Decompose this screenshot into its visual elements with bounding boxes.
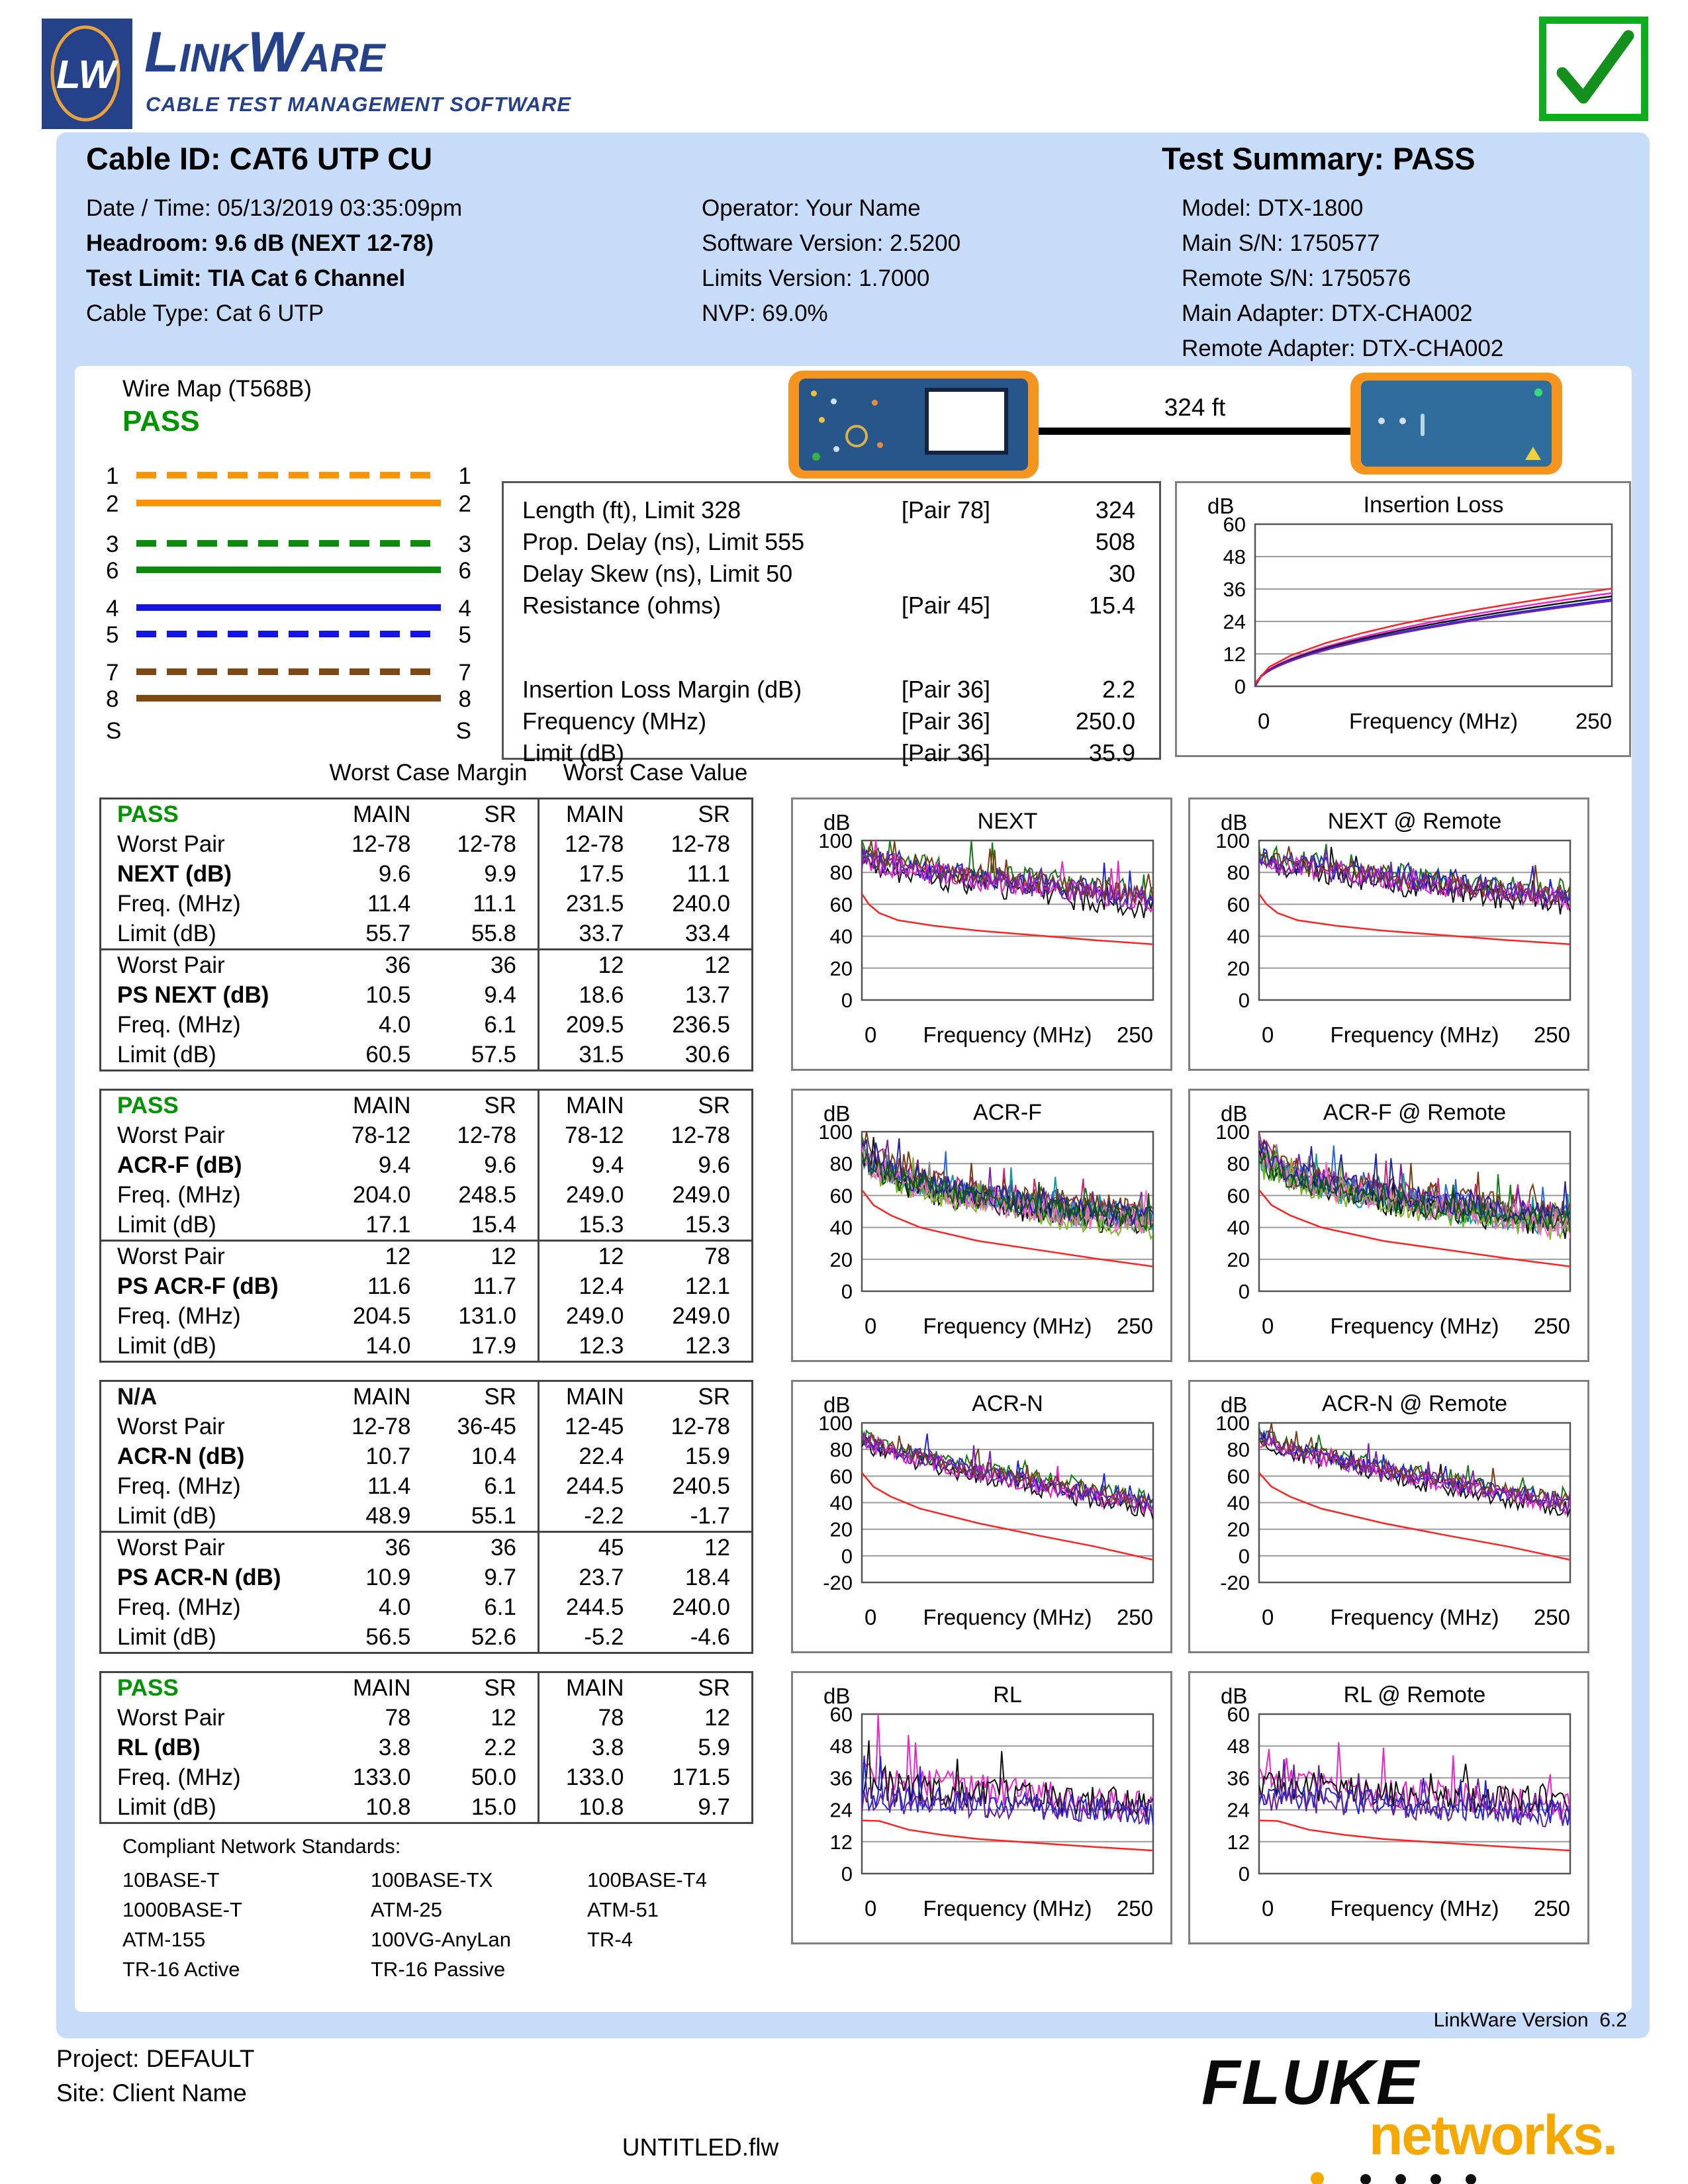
svg-text:0: 0	[1234, 675, 1246, 698]
svg-text:0: 0	[1238, 1544, 1250, 1568]
wire-pair-row	[106, 463, 471, 490]
rl-chart	[791, 1671, 1172, 1944]
svg-text:Frequency (MHz): Frequency (MHz)	[923, 1896, 1092, 1921]
svg-text:0: 0	[841, 989, 853, 1012]
svg-text:20: 20	[1227, 1248, 1250, 1271]
linkware-wordmark: LINKWARE	[144, 21, 385, 84]
info-line: Software Version: 2.5200	[702, 230, 961, 256]
info-line: Test Limit: TIA Cat 6 Channel	[86, 265, 406, 291]
acrf-chart	[791, 1089, 1172, 1362]
info-line: Cable Type: Cat 6 UTP	[86, 300, 324, 326]
pin-label: 1	[458, 463, 471, 489]
wire-line	[136, 500, 441, 506]
acrn-results-table: N/A MAIN SR MAIN SR Worst Pair 12-78 36-45 12-45 12-78 ACR-N (dB) 10.7 10.4 22.4 15.9 Freq. (MHz) 11.4 6.1 244.5 240.5 Limit (dB) 48.9 55.1 -2.2 -1.7 Worst Pair 36 36 45 12 PS ACR-N (dB) 10.9 9.7 23.7 18.4 Freq. (MHz) 4.0 6.1 244.5 240.0 Limit (dB) 56.5 52.6 -5.2 -4.6	[99, 1380, 753, 1654]
svg-text:60: 60	[829, 1703, 853, 1726]
info-line: Main S/N: 1750577	[1182, 230, 1380, 256]
pin-label: 4	[458, 596, 471, 621]
info-line: Limits Version: 1.7000	[702, 265, 930, 291]
svg-text:ACR-F: ACR-F	[973, 1100, 1042, 1125]
svg-text:0: 0	[865, 1605, 877, 1629]
svg-text:20: 20	[1227, 1518, 1250, 1541]
svg-text:250: 250	[1116, 1023, 1153, 1047]
svg-text:60: 60	[1223, 513, 1246, 536]
svg-text:40: 40	[829, 925, 853, 948]
svg-text:40: 40	[1227, 925, 1250, 948]
pin-label: 1	[106, 463, 119, 489]
wire-pair-row	[106, 686, 471, 713]
standard-item: 1000BASE-T	[122, 1898, 242, 1921]
acrn-chart	[791, 1380, 1172, 1653]
svg-text:NEXT: NEXT	[977, 809, 1038, 834]
svg-text:0: 0	[1262, 1314, 1274, 1338]
svg-text:ACR-F @ Remote: ACR-F @ Remote	[1323, 1100, 1507, 1125]
header-middle-info	[702, 191, 961, 331]
next-chart	[791, 797, 1172, 1071]
svg-text:80: 80	[1227, 1152, 1250, 1176]
svg-text:36: 36	[829, 1766, 853, 1790]
svg-text:Frequency (MHz): Frequency (MHz)	[1330, 1023, 1499, 1047]
standard-item: ATM-155	[122, 1928, 206, 1951]
svg-text:dB: dB	[1221, 810, 1248, 835]
project-label: Project: DEFAULT	[56, 2045, 255, 2072]
svg-text:60: 60	[829, 1465, 853, 1488]
pin-label: 6	[458, 558, 471, 584]
standards-column	[122, 1865, 242, 1984]
wire-line	[136, 472, 441, 478]
svg-text:20: 20	[829, 1518, 853, 1541]
standard-item: ATM-25	[371, 1898, 442, 1921]
svg-text:dB: dB	[1221, 1392, 1248, 1417]
svg-text:0: 0	[1262, 1605, 1274, 1629]
insertion-loss-chart	[1175, 481, 1631, 757]
svg-text:0: 0	[841, 1280, 853, 1303]
info-line: NVP: 69.0%	[702, 300, 828, 326]
pin-label: 8	[106, 686, 119, 712]
svg-text:60: 60	[829, 893, 853, 917]
wire-pair-row	[106, 531, 471, 558]
pin-label: 2	[458, 491, 471, 517]
worst-case-margin-header: Worst Case Margin	[329, 760, 528, 786]
standard-item: 100BASE-T4	[587, 1868, 707, 1891]
standards-column	[371, 1865, 511, 1984]
site-label: Site: Client Name	[56, 2079, 247, 2107]
svg-text:Frequency (MHz): Frequency (MHz)	[1330, 1896, 1499, 1921]
chart-svg	[1190, 1382, 1587, 1651]
remote-tester-image	[1350, 373, 1562, 475]
wire-line	[136, 668, 441, 675]
pin-label: 6	[106, 558, 119, 584]
svg-text:Frequency (MHz): Frequency (MHz)	[1330, 1605, 1499, 1629]
wire-pair-row	[106, 596, 471, 622]
wire-pair-row	[106, 622, 471, 649]
main-tester-image	[788, 371, 1039, 478]
svg-text:Frequency (MHz): Frequency (MHz)	[923, 1314, 1092, 1338]
wire-line	[136, 540, 441, 547]
standard-item: 10BASE-T	[122, 1868, 220, 1891]
svg-text:0: 0	[1262, 1896, 1274, 1921]
svg-text:80: 80	[829, 1152, 853, 1176]
standards-column	[587, 1865, 707, 1954]
svg-text:20: 20	[829, 956, 853, 980]
svg-text:0: 0	[1238, 989, 1250, 1012]
chart-svg	[793, 1673, 1170, 1942]
pin-label: 7	[458, 660, 471, 686]
fluke-logo: FLUKE	[1201, 2047, 1420, 2118]
next-remote-chart	[1188, 797, 1589, 1071]
cable-length-label: 324 ft	[1164, 394, 1226, 421]
svg-text:60: 60	[1227, 893, 1250, 917]
svg-text:80: 80	[829, 1438, 853, 1462]
pin-label: 4	[106, 596, 119, 621]
pin-label: 3	[458, 531, 471, 557]
svg-text:40: 40	[1227, 1216, 1250, 1240]
svg-text:-20: -20	[823, 1571, 853, 1594]
acrn-remote-chart	[1188, 1380, 1589, 1653]
header-left-info	[86, 191, 462, 331]
pin-label: 7	[106, 660, 119, 686]
svg-text:ACR-N: ACR-N	[972, 1391, 1043, 1416]
svg-text:0: 0	[865, 1896, 877, 1921]
svg-text:Frequency (MHz): Frequency (MHz)	[1330, 1314, 1499, 1338]
svg-text:60: 60	[1227, 1703, 1250, 1726]
svg-text:80: 80	[1227, 861, 1250, 885]
info-line: Headroom: 9.6 dB (NEXT 12-78)	[86, 230, 434, 256]
chart-svg	[1190, 1673, 1587, 1942]
filename-label: UNTITLED.flw	[622, 2134, 779, 2161]
wire-pair-row	[106, 558, 471, 584]
svg-text:dB: dB	[823, 1684, 851, 1708]
cable-line	[1039, 428, 1350, 435]
svg-text:100: 100	[818, 1120, 853, 1144]
svg-text:36: 36	[1227, 1766, 1250, 1790]
standard-item: 100VG-AnyLan	[371, 1928, 511, 1951]
svg-text:Frequency (MHz): Frequency (MHz)	[923, 1605, 1092, 1629]
standard-item: 100BASE-TX	[371, 1868, 493, 1891]
length-results-table: Length (ft), Limit 328 [Pair 78] 324 Prop. Delay (ns), Limit 555 508 Delay Skew (ns), Limit 50 30 Resistance (ohms) [Pair 45] 15.4 Insertion Loss Margin (dB) [Pair 36] 2.2 Frequency (MHz) [Pair 36] 250.0 Limit (dB) [Pair 36] 35.9	[502, 481, 1161, 760]
wire-pair-row	[106, 660, 471, 686]
svg-text:80: 80	[829, 861, 853, 885]
svg-text:0: 0	[841, 1544, 853, 1568]
svg-text:RL: RL	[993, 1682, 1022, 1707]
wire-line	[136, 631, 441, 637]
svg-text:0: 0	[1258, 709, 1270, 733]
svg-text:LW: LW	[56, 52, 116, 97]
svg-text:48: 48	[1227, 1735, 1250, 1758]
svg-text:100: 100	[818, 829, 853, 852]
svg-text:100: 100	[818, 1412, 853, 1435]
svg-text:250: 250	[1116, 1896, 1153, 1921]
svg-text:RL @ Remote: RL @ Remote	[1343, 1682, 1486, 1707]
svg-text:12: 12	[1223, 643, 1246, 666]
header-right-info	[1182, 191, 1503, 366]
svg-text:dB: dB	[823, 1392, 851, 1417]
chart-svg	[1190, 799, 1587, 1069]
wire-line	[136, 695, 441, 702]
svg-text:Frequency (MHz): Frequency (MHz)	[923, 1023, 1092, 1047]
svg-text:40: 40	[829, 1216, 853, 1240]
test-summary-title: Test Summary: PASS	[1162, 141, 1476, 176]
svg-text:250: 250	[1116, 1605, 1153, 1629]
svg-text:250: 250	[1533, 1605, 1570, 1629]
svg-text:0: 0	[1238, 1862, 1250, 1886]
svg-text:12: 12	[829, 1830, 853, 1854]
svg-text:0: 0	[1262, 1023, 1274, 1047]
pin-label: 2	[106, 491, 119, 517]
chart-svg	[1177, 483, 1629, 755]
svg-text:100: 100	[1215, 1412, 1250, 1435]
svg-text:0: 0	[865, 1314, 877, 1338]
linkware-logo-icon	[42, 19, 132, 129]
svg-text:250: 250	[1533, 1896, 1570, 1921]
svg-text:20: 20	[829, 1248, 853, 1271]
standards-title: Compliant Network Standards:	[122, 1835, 401, 1858]
info-line: Date / Time: 05/13/2019 03:35:09pm	[86, 195, 463, 221]
svg-text:60: 60	[829, 1184, 853, 1208]
wire-line	[136, 604, 441, 611]
svg-text:-20: -20	[1220, 1571, 1250, 1594]
svg-text:dB: dB	[1207, 494, 1235, 518]
pin-label: 5	[106, 622, 119, 648]
svg-text:36: 36	[1223, 578, 1246, 601]
svg-text:48: 48	[1223, 545, 1246, 569]
svg-text:250: 250	[1575, 709, 1612, 733]
info-line: Remote S/N: 1750576	[1182, 265, 1411, 291]
standard-item: TR-16 Active	[122, 1958, 240, 1981]
pass-checkmark-icon	[1539, 17, 1648, 121]
svg-text:80: 80	[1227, 1438, 1250, 1462]
info-line: Operator: Your Name	[702, 195, 921, 221]
chart-svg	[793, 799, 1170, 1069]
linkware-version-label: LinkWare Version 6.2	[1433, 2009, 1627, 2031]
svg-text:40: 40	[829, 1491, 853, 1515]
svg-text:60: 60	[1227, 1184, 1250, 1208]
svg-text:dB: dB	[1221, 1684, 1248, 1708]
svg-text:24: 24	[1227, 1798, 1250, 1822]
svg-text:20: 20	[1227, 956, 1250, 980]
worst-case-value-header: Worst Case Value	[563, 760, 748, 786]
svg-text:NEXT @ Remote: NEXT @ Remote	[1327, 809, 1502, 834]
chart-svg	[1190, 1091, 1587, 1360]
svg-text:24: 24	[829, 1798, 853, 1822]
wire-line	[136, 567, 441, 573]
pin-label: 8	[458, 686, 471, 712]
svg-text:0: 0	[1238, 1280, 1250, 1303]
svg-text:Frequency (MHz): Frequency (MHz)	[1349, 709, 1518, 733]
svg-text:250: 250	[1533, 1023, 1570, 1047]
pin-label: 3	[106, 531, 119, 557]
wiremap-status: PASS	[122, 405, 200, 437]
info-line: Main Adapter: DTX-CHA002	[1182, 300, 1473, 326]
pin-label: 5	[458, 622, 471, 648]
rl-remote-chart	[1188, 1671, 1589, 1944]
svg-text:0: 0	[841, 1862, 853, 1886]
rl-results-table: PASS MAIN SR MAIN SR Worst Pair 78 12 78 12 RL (dB) 3.8 2.2 3.8 5.9 Freq. (MHz) 133.0 50.0 133.0 171.5 Limit (dB) 10.8 15.0 10.8 9.7	[99, 1671, 753, 1824]
cable-id-title: Cable ID: CAT6 UTP CU	[86, 141, 433, 176]
svg-text:100: 100	[1215, 1120, 1250, 1144]
chart-svg	[793, 1382, 1170, 1651]
svg-text:Insertion Loss: Insertion Loss	[1363, 492, 1504, 518]
standard-item: ATM-51	[587, 1898, 659, 1921]
svg-text:12: 12	[1227, 1830, 1250, 1854]
wire-pair-row	[106, 491, 471, 518]
svg-text:250: 250	[1533, 1314, 1570, 1338]
linkware-subtitle: CABLE TEST MANAGEMENT SOFTWARE	[146, 93, 572, 116]
standard-item: TR-4	[587, 1928, 633, 1951]
svg-text:48: 48	[829, 1735, 853, 1758]
chart-svg	[793, 1091, 1170, 1360]
acrf-remote-chart	[1188, 1089, 1589, 1362]
info-line: Remote Adapter: DTX-CHA002	[1182, 336, 1504, 361]
svg-text:24: 24	[1223, 610, 1246, 633]
next-results-table: PASS MAIN SR MAIN SR Worst Pair 12-78 12-78 12-78 12-78 NEXT (dB) 9.6 9.9 17.5 11.1 Freq. (MHz) 11.4 11.1 231.5 240.0 Limit (dB) 55.7 55.8 33.7 33.4 Worst Pair 36 36 12 12 PS NEXT (dB) 10.5 9.4 18.6 13.7 Freq. (MHz) 4.0 6.1 209.5 236.5 Limit (dB) 60.5 57.5 31.5 30.6	[99, 797, 753, 1071]
info-line: Model: DTX-1800	[1182, 195, 1364, 221]
svg-text:0: 0	[865, 1023, 877, 1047]
wiremap-title: Wire Map (T568B)	[122, 376, 312, 402]
svg-text:60: 60	[1227, 1465, 1250, 1488]
svg-text:250: 250	[1116, 1314, 1153, 1338]
standard-item: TR-16 Passive	[371, 1958, 506, 1981]
fluke-networks-logo: networks.	[1369, 2104, 1617, 2166]
svg-text:dB: dB	[823, 1101, 851, 1126]
svg-text:dB: dB	[823, 810, 851, 835]
shield-row: S S	[106, 718, 471, 744]
svg-text:ACR-N @ Remote: ACR-N @ Remote	[1321, 1391, 1508, 1416]
svg-text:dB: dB	[1221, 1101, 1248, 1126]
svg-text:40: 40	[1227, 1491, 1250, 1515]
svg-text:100: 100	[1215, 829, 1250, 852]
acrf-results-table: PASS MAIN SR MAIN SR Worst Pair 78-12 12-78 78-12 12-78 ACR-F (dB) 9.4 9.6 9.4 9.6 Freq. (MHz) 204.0 248.5 249.0 249.0 Limit (dB) 17.1 15.4 15.3 15.3 Worst Pair 12 12 12 78 PS ACR-F (dB) 11.6 11.7 12.4 12.1 Freq. (MHz) 204.5 131.0 249.0 249.0 Limit (dB) 14.0 17.9 12.3 12.3	[99, 1089, 753, 1363]
